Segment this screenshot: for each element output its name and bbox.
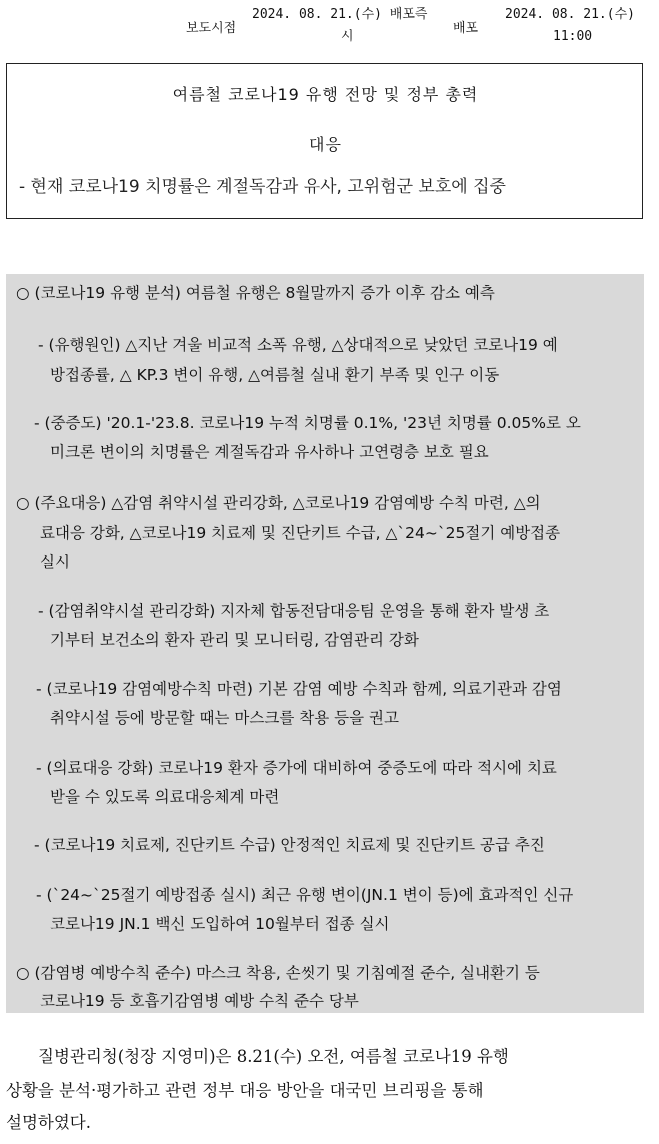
page-title-line1: 여름철 코로나19 유행 전망 및 정부 총력 [172,85,479,104]
summary-subitem-cause-cont: 방접종률, △ KP.3 변이 유행, △여름철 실내 환기 부족 및 인구 이동 [50,366,500,384]
body-paragraph-line1: 질병관리청(청장 지영미)은 8.21(수) 오전, 여름철 코로나19 유행 [38,1047,509,1066]
summary-subitem-severity-cont: 미크론 변이의 치명률은 계절독감과 유사하나 고연령층 보호 필요 [50,443,489,461]
summary-box [6,274,644,1013]
release-time-value: 2024. 08. 21.(수) 배포즉 [252,7,428,22]
summary-item-response: ○ (주요대응) △감염 취약시설 관리강화, △코로나19 감염예방 수칙 마련, △의 [16,494,541,512]
distribution-time: 11:00 [553,29,593,44]
title-box [6,63,643,219]
summary-subitem-cause: - (유행원인) △지난 겨울 비교적 소폭 유행, △상대적으로 낮았던 코로나19 예 [38,336,558,354]
summary-item-rules: ○ (감염병 예방수칙 준수) 마스크 착용, 손씻기 및 기침예절 준수, 실내환기 등 [16,964,540,982]
summary-subitem-vaccination-cont: 코로나19 JN.1 백신 도입하여 10월부터 접종 실시 [50,915,390,933]
page-title [7,70,644,170]
summary-subitem-severity: - (중증도) '20.1-'23.8. 코로나19 누적 치명률 0.1%, '23년 치명률 0.05%로 오 [34,414,581,432]
summary-subitem-supply: - (코로나19 치료제, 진단키트 수급) 안정적인 치료제 및 진단키트 공급 추진 [34,836,545,854]
summary-subitem-facilities: - (감염취약시설 관리강화) 지자체 합동전담대응팀 운영을 통해 환자 발생 초 [38,602,550,620]
summary-item-rules-cont: 코로나19 등 호흡기감염병 예방 수칙 준수 당부 [40,992,359,1010]
release-header [0,4,659,50]
summary-item-response-cont: 료대응 강화, △코로나19 치료제 및 진단키트 수급, △`24~`25절기 예방접종 [40,524,561,542]
page-subtitle: - 현재 코로나19 치명률은 계절독감과 유사, 고위험군 보호에 집중 [19,177,506,197]
summary-subitem-prevention-cont: 취약시설 등에 방문할 때는 마스크를 착용 등을 권고 [50,709,399,727]
distribution-label: 배포 [453,21,479,36]
summary-subitem-facilities-cont: 기부터 보건소의 환자 관리 및 모니터링, 감염관리 강화 [50,631,419,649]
summary-subitem-medical: - (의료대응 강화) 코로나19 환자 증가에 대비하여 중증도에 따라 적시에 치료 [36,759,557,777]
distribution-value: 2024. 08. 21.(수) [505,7,635,22]
summary-item-analysis: ○ (코로나19 유행 분석) 여름철 유행은 8월말까지 증가 이후 감소 예측 [16,284,495,302]
body-paragraph-line3: 설명하였다. [6,1113,91,1132]
summary-subitem-prevention: - (코로나19 감염예방수칙 마련) 기본 감염 예방 수칙과 함께, 의료기관과 감염 [36,680,562,698]
release-time-value-cont: 시 [341,29,354,44]
release-time-label: 보도시점 [186,21,237,36]
summary-item-response-cont2: 실시 [40,553,70,571]
body-paragraph-line2: 상황을 분석·평가하고 관련 정부 대응 방안을 대국민 브리핑을 통해 [6,1081,484,1100]
summary-subitem-vaccination: - (`24~`25절기 예방접종 실시) 최근 유행 변이(JN.1 변이 등)에 효과적인 신규 [36,886,574,904]
page-title-line2: 대응 [309,135,342,154]
summary-subitem-medical-cont: 받을 수 있도록 의료대응체계 마련 [50,788,280,806]
